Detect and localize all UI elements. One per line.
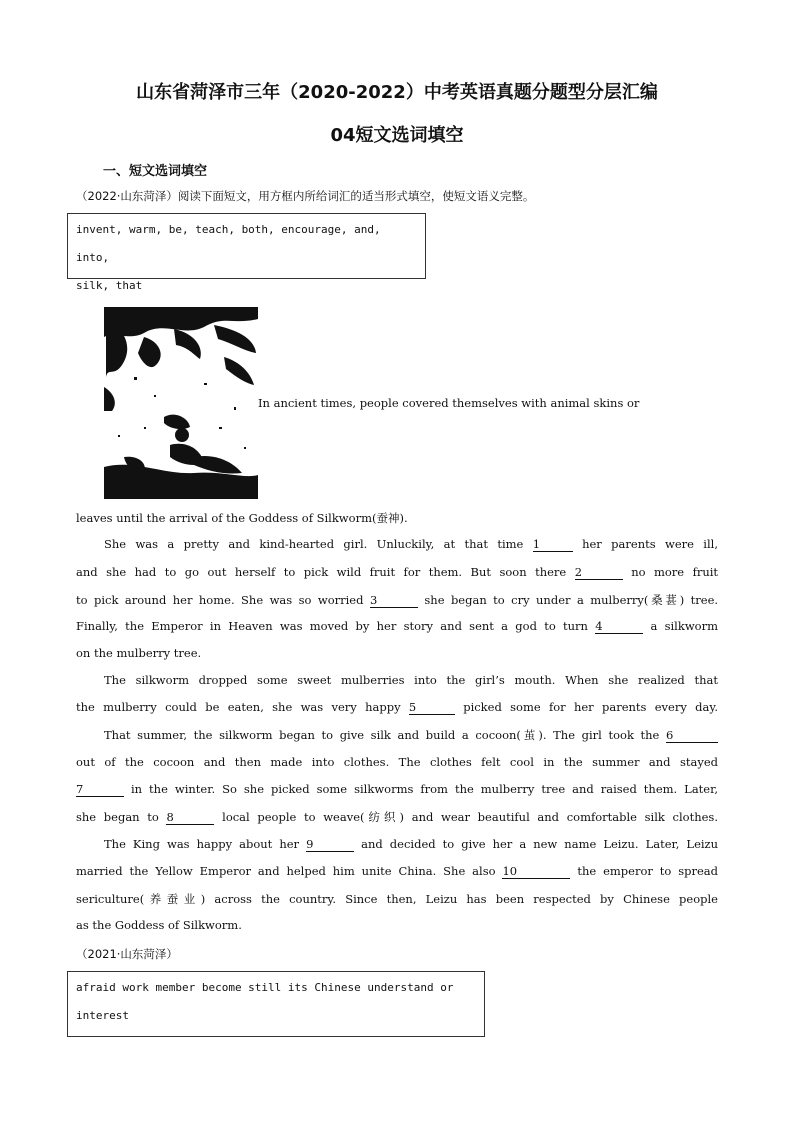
passage-line: out of the cocoon and then made into clothes. The clothes felt cool in the summer and stayed [76, 755, 718, 769]
answer-blank-2[interactable]: 2 [575, 566, 623, 580]
passage-line: In ancient times, people covered themselves with animal skins or [258, 396, 640, 410]
answer-blank-8[interactable]: 8 [166, 811, 214, 825]
word-box-line: interest [76, 1009, 129, 1022]
document-subtitle: 04短文选词填空 [330, 125, 464, 146]
passage-line: she began to 8 local people to weave(纺织) and wear beautiful and comfortable silk clothes. [76, 810, 718, 824]
answer-blank-6[interactable]: 6 [666, 729, 718, 743]
word-box-2022 [67, 213, 426, 292]
passage-line: to pick around her home. She was so worried 3 she began to cry under a mulberry(桑葚) tree. [76, 593, 719, 607]
word-box-line: invent, warm, be, teach, both, encourage, and, into, [76, 223, 381, 264]
passage-line: She was a pretty and kind-hearted girl. Unluckily, at that time 1 her parents were ill, [104, 537, 718, 551]
passage-line: and she had to go out herself to pick wild fruit for them. But soon there 2 no more fruit [76, 565, 719, 579]
passage-line: on the mulberry tree. [76, 646, 202, 660]
passage-line: the mulberry could be eaten, she was very happy 5 picked some for her parents every day. [76, 700, 718, 714]
silkworm-goddess-illustration [104, 307, 258, 499]
document-title: 山东省菏泽市三年（2020-2022）中考英语真题分题型分层汇编 [136, 82, 658, 103]
source-note-2022: （2022·山东菏泽）阅读下面短文，用方框内所给词汇的适当形式填空，使短文语义完整。 [76, 189, 535, 203]
source-note-2021: （2021·山东菏泽） [76, 947, 178, 961]
word-box-line: silk, that [76, 279, 143, 292]
answer-blank-9[interactable]: 9 [306, 838, 354, 852]
word-box-line: afraid work member become still its Chinese understand or [76, 981, 454, 994]
passage-line: sericulture(养蚕业) across the country. Since then, Leizu has been respected by Chinese people [76, 892, 718, 906]
answer-blank-1[interactable]: 1 [533, 538, 573, 552]
passage-line: Finally, the Emperor in Heaven was moved by her story and sent a god to turn 4 a silkworm [76, 619, 718, 633]
passage-line: That summer, the silkworm began to give silk and build a cocoon(茧). The girl took the 6 [104, 727, 718, 743]
section-heading: 一、短文选词填空 [103, 164, 208, 179]
answer-blank-4[interactable]: 4 [595, 620, 643, 634]
answer-blank-3[interactable]: 3 [370, 594, 418, 608]
passage-line: The King was happy about her 9 and decided to give her a new name Leizu. Later, Leizu [104, 837, 719, 851]
answer-blank-7[interactable]: 7 [76, 783, 124, 797]
word-box-2021 [67, 971, 485, 1037]
passage-line: married the Yellow Emperor and helped him unite China. She also 10 the emperor to spread [76, 864, 718, 878]
answer-blank-5[interactable]: 5 [409, 701, 455, 715]
passage-line: as the Goddess of Silkworm. [76, 918, 242, 932]
passage-line: 7 in the winter. So she picked some silkworms from the mulberry tree and raised them. Later, [76, 782, 718, 796]
answer-blank-10[interactable]: 10 [502, 865, 570, 879]
passage-line: leaves until the arrival of the Goddess of Silkworm(蚕神). [76, 511, 408, 525]
passage-line: The silkworm dropped some sweet mulberries into the girl’s mouth. When she realized that [104, 673, 718, 687]
